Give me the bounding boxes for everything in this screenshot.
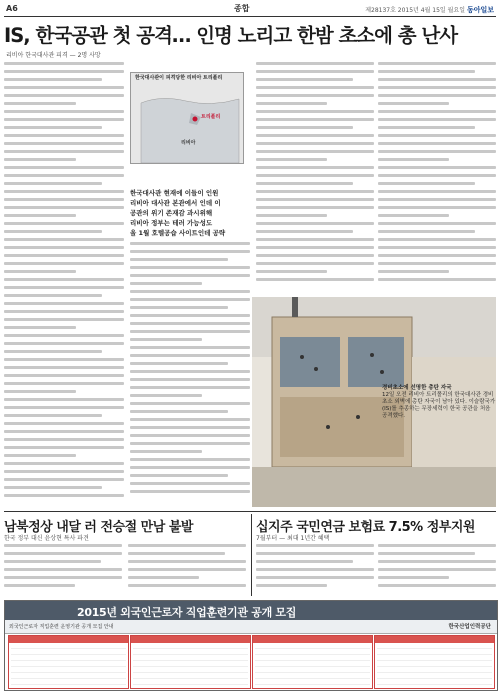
- ad-subheader: [5, 620, 497, 634]
- pull-quote: [130, 188, 250, 238]
- newspaper-brand: 동아일보: [466, 6, 494, 14]
- sub-article-body: [256, 544, 374, 596]
- advertisement[interactable]: [4, 600, 498, 691]
- newspaper-page: [4, 2, 496, 689]
- sub-article-title: 남북정상 내달 러 전승절 만남 불발: [4, 520, 193, 535]
- ad-banner: [5, 601, 497, 620]
- column-divider: [251, 514, 252, 596]
- sub-article-deck: 7월부터 — 최대 1년간 혜택: [256, 535, 330, 542]
- pull-quote-line: 공관의 위기 존재감 과시위해: [130, 209, 213, 217]
- pull-quote-line: 리비아 정부는 테러 가능성도: [130, 219, 213, 227]
- pull-quote-line: 리비아 대사관 본관에서 인데 이: [130, 199, 221, 207]
- section-number: A6: [6, 4, 18, 13]
- sub-article-body: [378, 544, 496, 596]
- main-headline: IS, 한국공관 첫 공격… 인명 노리고 한밤 초소에 총 난사: [4, 24, 458, 47]
- ad-info-table: [130, 635, 251, 689]
- map-country-label: 리비아: [181, 140, 196, 146]
- ad-info-table: [8, 635, 129, 689]
- location-map: [130, 72, 244, 164]
- map-pin-icon: [193, 117, 198, 122]
- photo-caption: [382, 385, 496, 420]
- map-city-label: 트리폴리: [201, 114, 221, 120]
- issue-info: [365, 5, 494, 15]
- pull-quote-line: 한국대사관 현재에 이들이 인원: [130, 189, 219, 197]
- ad-info-table: [252, 635, 373, 689]
- section-name: 종합: [234, 4, 250, 13]
- sub-article-title: 십지주 국민연금 보험료 7.5% 정부지원: [256, 520, 475, 535]
- ad-title: 2015년 외국인근로자 직업훈련기관 공개 모집: [77, 606, 297, 619]
- page-header: [4, 2, 496, 17]
- article-column-4: [378, 62, 496, 292]
- issue-date: 제28137호 2015년 4월 15일 월요일: [365, 7, 466, 14]
- article-column-3: [256, 62, 374, 292]
- article-byline: 리비아 한국대사관 피격 — 2명 사망: [6, 52, 101, 59]
- ad-info-table: [374, 635, 495, 689]
- map-title: 한국대사관이 피격당한 리비아 트리폴리: [135, 75, 223, 81]
- pull-quote-line: 올 1월 호텔공습 사이트인데 공략: [130, 229, 226, 237]
- sub-article-body: [128, 544, 246, 596]
- caption-body: 12일 오전 리비아 트리폴리의 한국대사관 경비초소 외벽에 총탄 자국이 남아 있다. 이슬람국가(IS)를 추종하는 무장세력이 한국 공관을 처음 공격했다.: [382, 392, 496, 419]
- section-divider: [4, 511, 496, 512]
- ad-subtitle: 외국인근로자 직업훈련 운영기관 공개 모집 안내: [9, 624, 114, 630]
- sub-article-deck: 한국 정부 대신 윤상현 특사 파견: [4, 535, 89, 542]
- ad-sponsor: 한국산업인력공단: [448, 624, 491, 630]
- sub-article-body: [4, 544, 122, 596]
- caption-title: 경비초소에 선명한 총탄 자국: [382, 385, 452, 391]
- map-graphic: [131, 73, 243, 163]
- article-column-2: [130, 242, 250, 507]
- article-column-1: [4, 62, 124, 507]
